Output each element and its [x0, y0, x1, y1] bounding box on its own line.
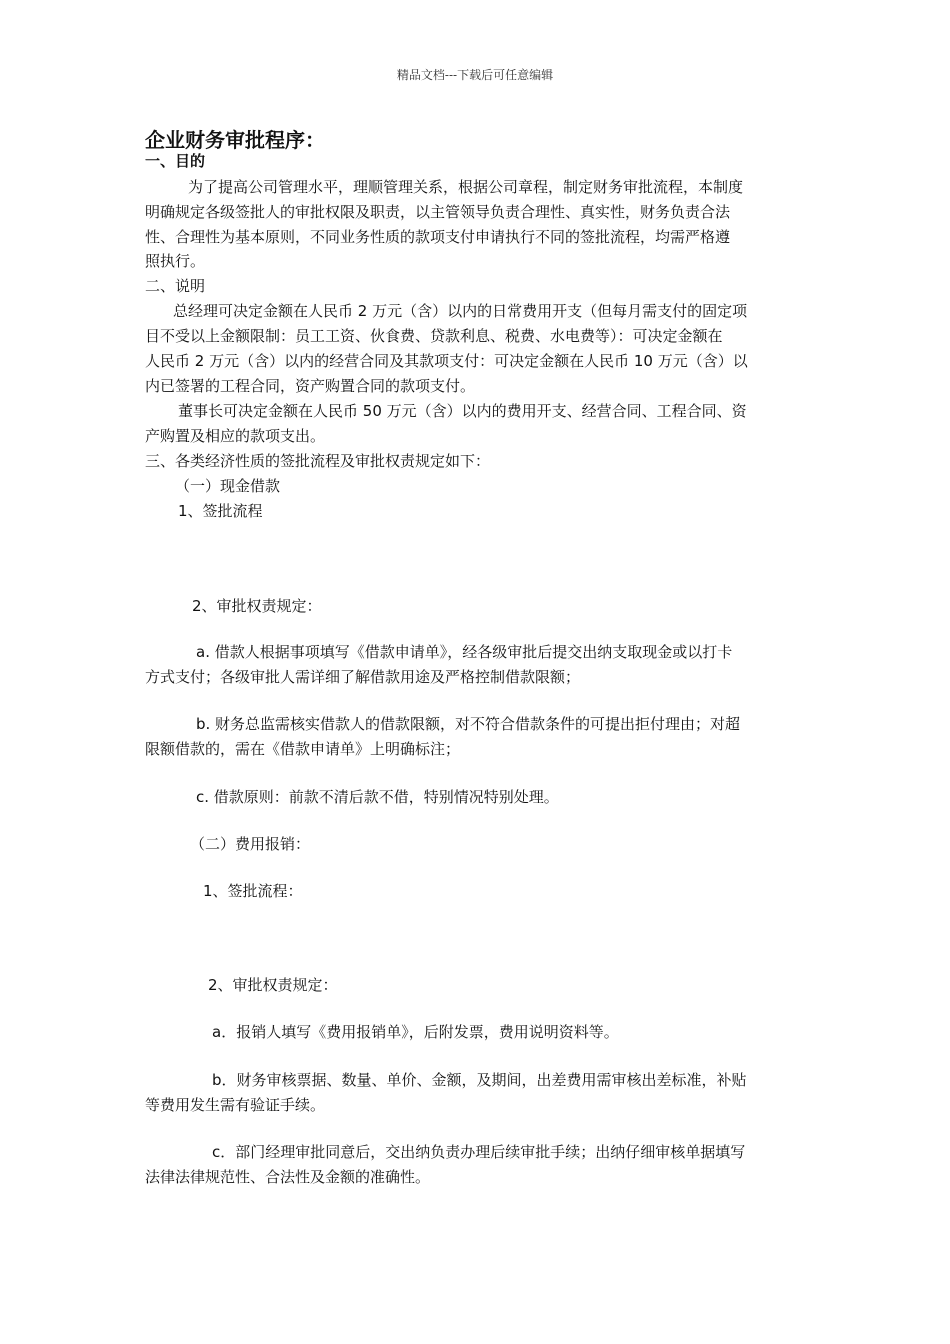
- list-item-continuation: 法律法律规范性、合法性及金额的准确性。: [145, 1168, 431, 1186]
- paragraph-line: 明确规定各级签批人的审批权限及职责，以主管领导负责合理性、真实性，财务负责合法: [145, 203, 731, 221]
- item-heading: 2、审批权责规定：: [192, 597, 322, 615]
- section-heading-procedures: 三、各类经济性质的签批流程及审批权责规定如下：: [145, 452, 491, 470]
- page-header: 精品文档---下载后可任意编辑: [396, 68, 554, 82]
- document-title: 企业财务审批程序：: [145, 128, 325, 152]
- list-item-continuation: 等费用发生需有验证手续。: [145, 1096, 326, 1114]
- item-heading: 1、签批流程：: [203, 882, 303, 900]
- paragraph-line: 产购置及相应的款项支出。: [145, 427, 326, 445]
- item-heading: 2、审批权责规定：: [208, 976, 338, 994]
- section-heading-purpose: 一、目的: [145, 152, 206, 170]
- subsection-heading-expense-reimbursement: （二）费用报销：: [190, 835, 311, 853]
- paragraph-line: 人民币 2 万元（含）以内的经营合同及其款项支付：可决定金额在人民币 10 万元（含）以: [145, 352, 748, 370]
- paragraph-line: 董事长可决定金额在人民币 50 万元（含）以内的费用开支、经营合同、工程合同、资: [178, 402, 747, 420]
- list-item: a. 借款人根据事项填写《借款申请单》，经各级审批后提交出纳支取现金或以打卡: [196, 643, 733, 661]
- list-item: b．财务审核票据、数量、单价、金额，及期间，出差费用需审核出差标准，补贴: [212, 1071, 747, 1089]
- paragraph-line: 总经理可决定金额在人民币 2 万元（含）以内的日常费用开支（但每月需支付的固定项: [173, 302, 748, 320]
- subsection-heading-cash-loan: （一）现金借款: [175, 477, 281, 495]
- list-item-continuation: 方式支付；各级审批人需详细了解借款用途及严格控制借款限额；: [145, 668, 581, 686]
- paragraph-line: 为了提高公司管理水平，理顺管理关系，根据公司章程，制定财务审批流程，本制度: [188, 178, 744, 196]
- section-heading-description: 二、说明: [145, 277, 206, 295]
- list-item: c. 借款原则：前款不清后款不借，特别情况特别处理。: [196, 788, 559, 806]
- list-item-continuation: 限额借款的，需在《借款申请单》上明确标注；: [145, 740, 461, 758]
- paragraph-line: 目不受以上金额限制：员工工资、伙食费、贷款利息、税费、水电费等）：可决定金额在: [145, 327, 723, 345]
- list-item: b. 财务总监需核实借款人的借款限额，对不符合借款条件的可提出拒付理由；对超: [196, 715, 741, 733]
- paragraph-line: 照执行。: [145, 252, 206, 270]
- list-item: a．报销人填写《费用报销单》，后附发票，费用说明资料等。: [212, 1023, 619, 1041]
- paragraph-line: 内已签署的工程合同，资产购置合同的款项支付。: [145, 377, 476, 395]
- list-item: c．部门经理审批同意后，交出纳负责办理后续审批手续；出纳仔细审核单据填写: [212, 1143, 746, 1161]
- item-heading: 1、签批流程: [178, 502, 263, 520]
- paragraph-line: 性、合理性为基本原则，不同业务性质的款项支付申请执行不同的签批流程，均需严格遵: [145, 228, 731, 246]
